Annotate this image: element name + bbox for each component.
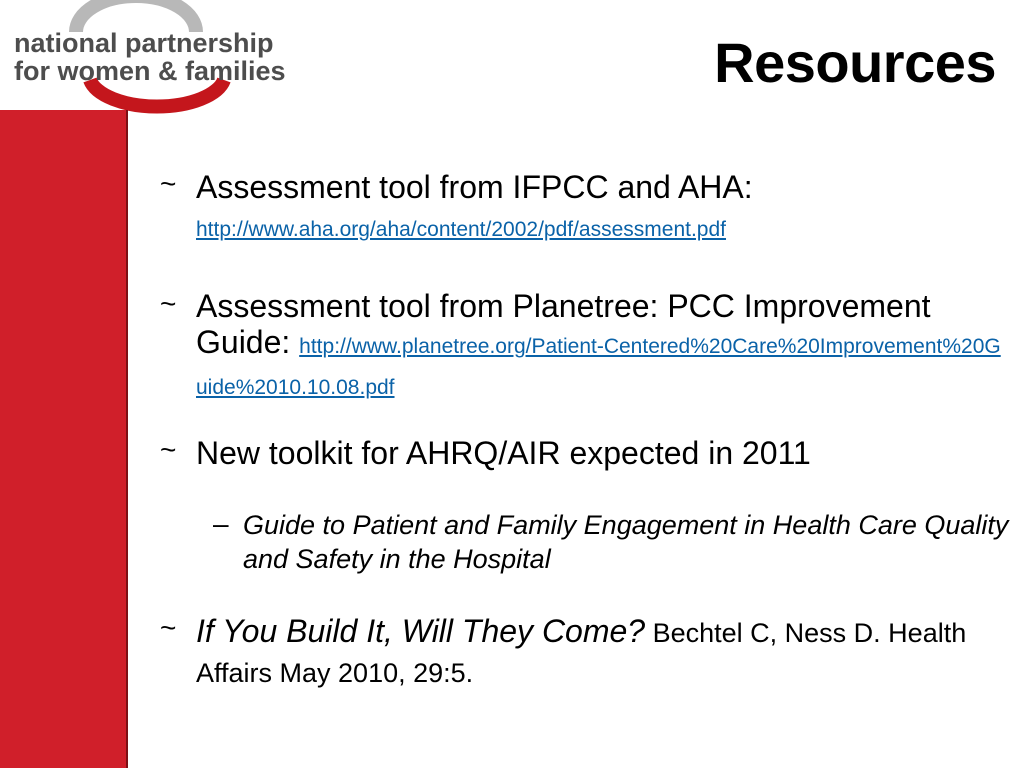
bullet-text: Assessment tool from Planetree: PCC Improvement Guide:	[196, 288, 931, 360]
slide-title: Resources	[714, 31, 996, 94]
sub-bullet-marker: –	[213, 508, 229, 539]
bullet-ahrq-toolkit	[160, 434, 1010, 484]
red-sidebar-bar	[0, 110, 128, 768]
bullet-marker: ~	[160, 434, 177, 465]
sub-bullet-text: Guide to Patient and Family Engagement in Health Care Quality and Safety in the Hospital	[243, 510, 1009, 574]
citation-text: Bechtel C, Ness D. Health Affairs May 2010, 29:5.	[196, 618, 967, 688]
bullet-text: Assessment tool from IFPCC and AHA:	[196, 169, 753, 205]
bullet-planetree	[160, 288, 1010, 408]
bullet-marker: ~	[160, 288, 177, 319]
article-title: If You Build It, Will They Come?	[196, 613, 646, 649]
bullet-marker: ~	[160, 168, 177, 199]
organization-logo	[0, 0, 290, 115]
logo-graphic	[0, 0, 290, 115]
logo-line-1: national partnership	[14, 28, 274, 58]
sub-bullet-guide	[213, 508, 1023, 580]
bullet-text: New toolkit for AHRQ/AIR expected in 2011	[196, 435, 811, 471]
planetree-guide-link[interactable]: http://www.planetree.org/Patient-Centered%20Care%20Improvement%20Guide%2010.10.08.pdf	[196, 335, 1001, 399]
bullet-marker: ~	[160, 612, 177, 643]
bullet-ifpcc-aha	[160, 168, 1010, 258]
logo-line-2: for women & families	[14, 56, 286, 86]
aha-assessment-link[interactable]: http://www.aha.org/aha/content/2002/pdf/assessment.pdf	[196, 218, 727, 241]
bullet-health-affairs	[160, 612, 1010, 692]
